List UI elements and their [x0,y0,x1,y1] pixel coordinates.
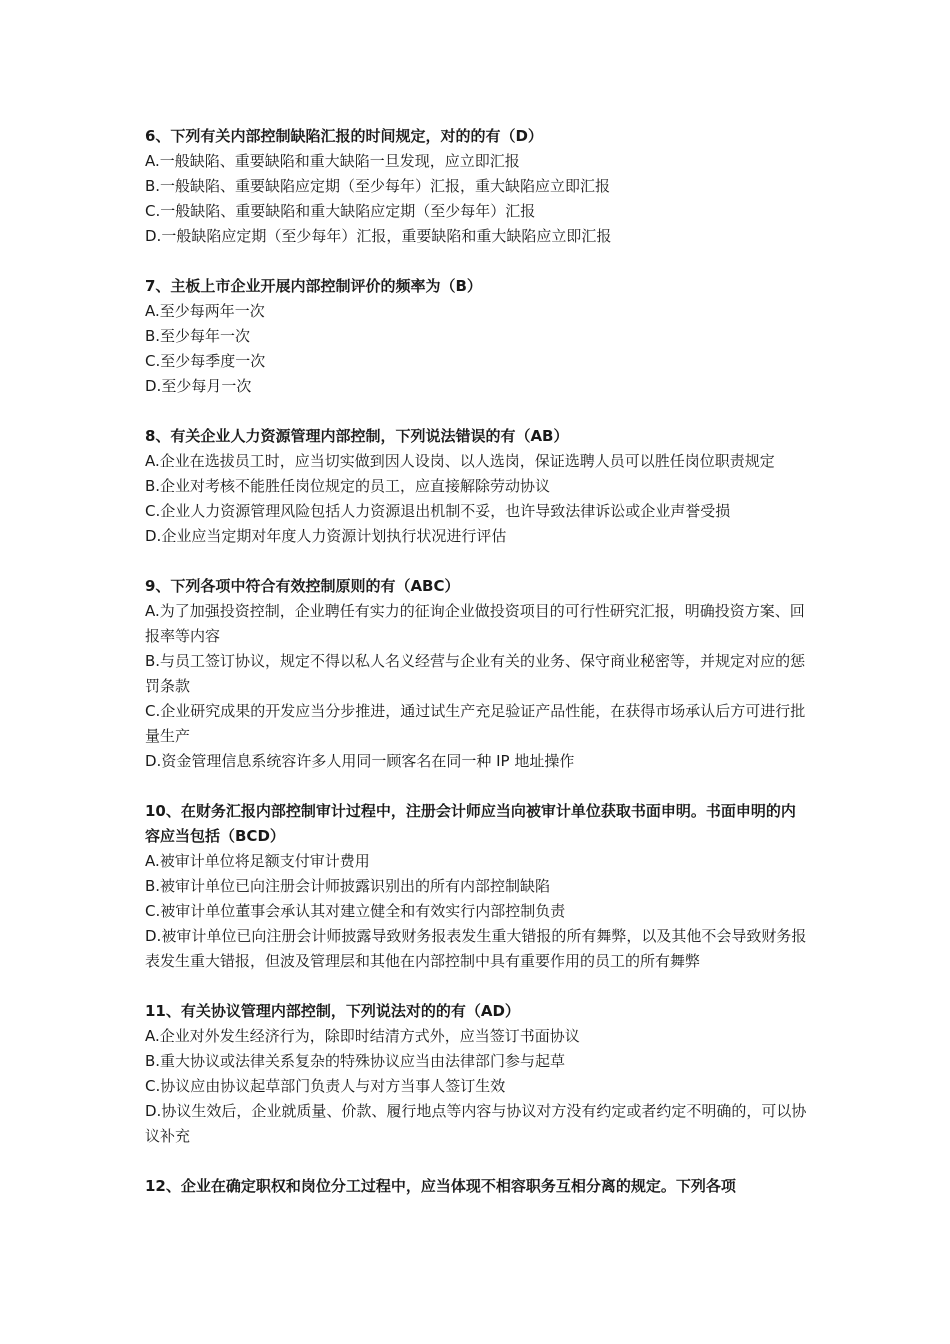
option-c: C.企业研究成果的开发应当分步推进，通过试生产充足验证产品性能，在获得市场承认后方可进行批量生产 [145,702,806,745]
question-title: 10、在财务汇报内部控制审计过程中，注册会计师应当向被审计单位获取书面申明。书面申明的内容应当包括（BCD） [145,802,796,845]
option-a: A.企业对外发生经济行为，除即时结清方式外，应当签订书面协议 [145,1027,580,1045]
question-title: 9、下列各项中符合有效控制原则的有（ABC） [145,577,460,595]
option-b: B.一般缺陷、重要缺陷应定期（至少每年）汇报，重大缺陷应立即汇报 [145,177,611,195]
option-c: C.至少每季度一次 [145,352,266,370]
option-c: C.一般缺陷、重要缺陷和重大缺陷应定期（至少每年）汇报 [145,202,536,220]
question-title: 12、企业在确定职权和岗位分工过程中，应当体现不相容职务互相分离的规定。下列各项 [145,1177,736,1195]
option-d: D.一般缺陷应定期（至少每年）汇报，重要缺陷和重大缺陷应立即汇报 [145,227,612,245]
question-9 [145,574,810,774]
option-a: A.被审计单位将足额支付审计费用 [145,852,370,870]
option-b: B.与员工签订协议，规定不得以私人名义经营与企业有关的业务、保守商业秘密等，并规定对应的惩罚条款 [145,652,806,695]
document-page [145,124,810,1224]
question-title: 8、有关企业人力资源管理内部控制，下列说法错误的有（AB） [145,427,569,445]
question-10 [145,799,810,974]
question-12 [145,1174,810,1199]
option-a: A.一般缺陷、重要缺陷和重大缺陷一旦发现，应立即汇报 [145,152,520,170]
option-a: A.企业在选拔员工时，应当切实做到因人设岗、以人选岗，保证选聘人员可以胜任岗位职责规定 [145,452,775,470]
option-d: D.至少每月一次 [145,377,252,395]
option-c: C.企业人力资源管理风险包括人力资源退出机制不妥，也许导致法律诉讼或企业声誉受损 [145,502,731,520]
option-b: B.企业对考核不能胜任岗位规定的员工，应直接解除劳动协议 [145,477,551,495]
option-b: B.被审计单位已向注册会计师披露识别出的所有内部控制缺陷 [145,877,551,895]
option-d: D.被审计单位已向注册会计师披露导致财务报表发生重大错报的所有舞弊，以及其他不会导致财务报表发生重大错报，但波及管理层和其他在内部控制中具有重要作用的员工的所有舞弊 [145,927,807,970]
option-c: C.被审计单位董事会承认其对建立健全和有效实行内部控制负责 [145,902,566,920]
option-d: D.资金管理信息系统容许多人用同一顾客名在同一种 IP 地址操作 [145,752,575,770]
option-d: D.协议生效后，企业就质量、价款、履行地点等内容与协议对方没有约定或者约定不明确的，可以协议补充 [145,1102,807,1145]
option-a: A.为了加强投资控制，企业聘任有实力的征询企业做投资项目的可行性研究汇报，明确投资方案、回报率等内容 [145,602,805,645]
option-d: D.企业应当定期对年度人力资源计划执行状况进行评估 [145,527,507,545]
question-6 [145,124,810,249]
option-b: B.至少每年一次 [145,327,251,345]
question-11 [145,999,810,1149]
question-title: 6、下列有关内部控制缺陷汇报的时间规定，对的的有（D） [145,127,543,145]
question-title: 11、有关协议管理内部控制，下列说法对的的有（AD） [145,1002,520,1020]
question-8 [145,424,810,549]
option-a: A.至少每两年一次 [145,302,265,320]
option-b: B.重大协议或法律关系复杂的特殊协议应当由法律部门参与起草 [145,1052,566,1070]
question-7 [145,274,810,399]
option-c: C.协议应由协议起草部门负责人与对方当事人签订生效 [145,1077,506,1095]
question-title: 7、主板上市企业开展内部控制评价的频率为（B） [145,277,482,295]
